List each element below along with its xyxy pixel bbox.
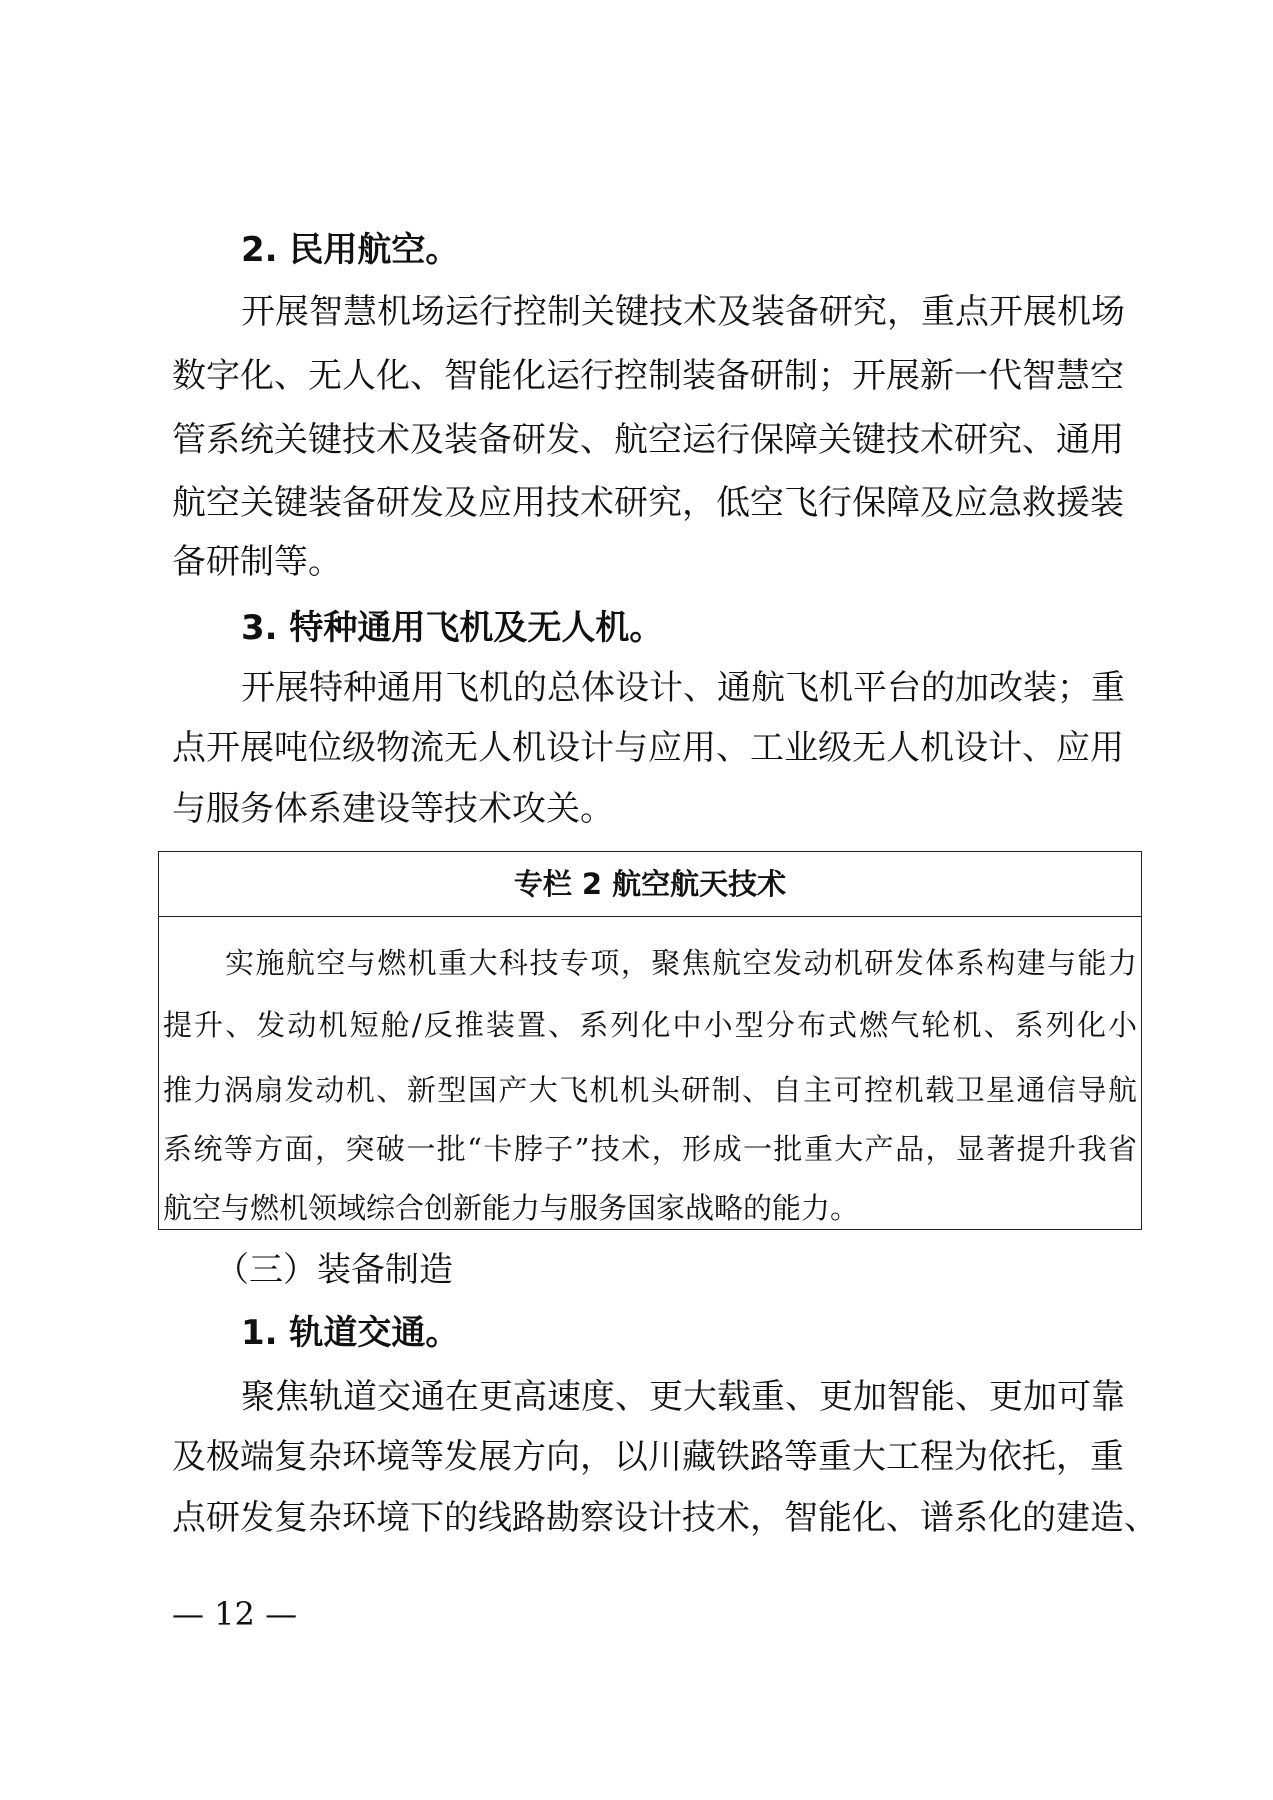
paragraph-line: 管系统关键技术及装备研发、航空运行保障关键技术研究、通用 (172, 420, 1124, 460)
paragraph-line: 备研制等。 (172, 542, 342, 582)
paragraph-line: 点开展吨位级物流无人机设计与应用、工业级无人机设计、应用 (172, 728, 1124, 768)
column-box-title: 专栏 2 航空航天技术 (159, 852, 1141, 917)
column-box-line: 航空与燃机领域综合创新能力与服务国家战略的能力。 (163, 1191, 860, 1225)
column-box-line: 系统等方面，突破一批“卡脖子”技术，形成一批重大产品，显著提升我省 (163, 1132, 1137, 1166)
paragraph-line: 点研发复杂环境下的线路勘察设计技术，智能化、谱系化的建造、 (172, 1498, 1158, 1538)
heading-special-aircraft: 3. 特种通用飞机及无人机。 (241, 608, 664, 648)
page-number: — 12 — (172, 1595, 298, 1633)
column-box-line: 推力涡扇发动机、新型国产大飞机机头研制、自主可控机载卫星通信导航 (163, 1073, 1137, 1107)
column-box (158, 851, 1142, 1230)
column-box-line: 提升、发动机短舱/反推装置、系列化中小型分布式燃气轮机、系列化小 (163, 1008, 1137, 1042)
paragraph-line: 聚焦轨道交通在更高速度、更大载重、更加智能、更加可靠 (241, 1377, 1125, 1417)
part-heading-equipment: （三）装备制造 (215, 1250, 453, 1290)
paragraph-line: 与服务体系建设等技术攻关。 (172, 789, 614, 829)
paragraph-line: 开展特种通用飞机的总体设计、通航飞机平台的加改装；重 (241, 668, 1125, 708)
heading-rail-transit: 1. 轨道交通。 (241, 1313, 460, 1353)
paragraph-line: 及极端复杂环境等发展方向，以川藏铁路等重大工程为依托，重 (172, 1437, 1124, 1477)
paragraph-line: 数字化、无人化、智能化运行控制装备研制；开展新一代智慧空 (172, 356, 1124, 396)
heading-civil-aviation: 2. 民用航空。 (241, 230, 460, 270)
column-box-line: 实施航空与燃机重大科技专项，聚焦航空发动机研发体系构建与能力 (225, 946, 1137, 980)
paragraph-line: 开展智慧机场运行控制关键技术及装备研究，重点开展机场 (241, 292, 1125, 332)
paragraph-line: 航空关键装备研发及应用技术研究，低空飞行保障及应急救援装 (172, 483, 1124, 523)
